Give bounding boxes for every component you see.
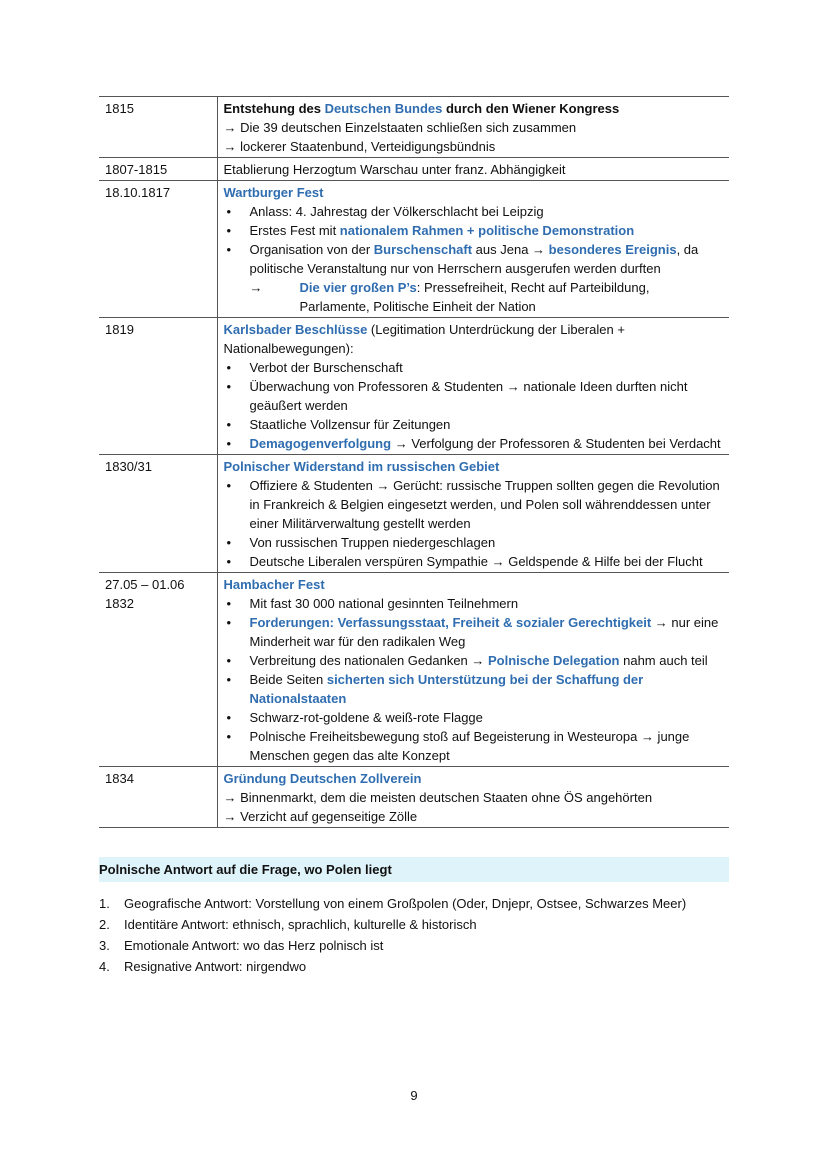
sub-point: → Die vier großen P’s: Pressefreiheit, Recht auf Parteibildung, Parlamente, Politische Einheit der Nation	[249, 280, 650, 314]
arrow-line: → Binnenmarkt, dem die meisten deutschen Staaten ohne ÖS angehörten	[223, 790, 653, 805]
list-item: • Forderungen: Verfassungsstaat, Freiheit & sozialer Gerechtigkeit → nur eine Minderheit war für den radikalen Weg	[250, 613, 724, 651]
bullet-list	[224, 476, 724, 571]
date-cell: 27.05 – 01.06 1832	[99, 573, 217, 767]
event-title: Polnischer Widerstand im russischen Gebiet	[223, 459, 500, 474]
list-item: 1. Geografische Antwort: Vorstellung von einem Großpolen (Oder, Dnjepr, Ostsee, Schwarzes Meer)	[99, 896, 687, 911]
arrow-right-icon: →	[394, 436, 408, 451]
numbered-list	[99, 894, 729, 976]
arrow-right-icon: →	[223, 139, 237, 154]
event-title: Entstehung des Deutschen Bundes durch den Wiener Kongress	[223, 101, 620, 116]
section-heading: Polnische Antwort auf die Frage, wo Polen liegt	[99, 857, 729, 882]
page-number: 9	[410, 1088, 418, 1103]
list-item: 4. Resignative Antwort: nirgendwo	[99, 959, 307, 974]
arrow-right-icon: →	[491, 554, 505, 569]
arrow-right-icon: →	[640, 729, 654, 744]
list-item: • Demagogenverfolgung → Verfolgung der Professoren & Studenten bei Verdacht	[250, 434, 724, 453]
table-row	[99, 318, 729, 455]
table-row	[99, 767, 729, 828]
arrow-right-icon: →	[506, 379, 520, 394]
table-row	[99, 158, 729, 181]
list-item: • Staatliche Vollzensur für Zeitungen	[250, 415, 724, 434]
arrow-right-icon: →	[223, 120, 237, 135]
event-cell	[217, 318, 729, 455]
event-cell	[217, 97, 729, 158]
table-row	[99, 455, 729, 573]
event-title: Gründung Deutschen Zollverein	[223, 771, 422, 786]
document-page	[99, 96, 729, 978]
arrow-right-icon: →	[532, 242, 546, 257]
event-title: Wartburger Fest	[223, 185, 324, 200]
date-cell: 1815	[99, 97, 217, 158]
event-cell	[217, 573, 729, 767]
list-item: • Verbot der Burschenschaft	[250, 358, 724, 377]
date-cell: 1834	[99, 767, 217, 828]
date-cell: 1830/31	[99, 455, 217, 573]
list-item: • Organisation von der Burschenschaft aus Jena → besonderes Ereignis, da politische Veranstaltung nur von Herrschern ausgerufen werden durften	[250, 240, 724, 278]
date-cell: 18.10.1817	[99, 181, 217, 318]
table-row	[99, 181, 729, 318]
date-cell: 1819	[99, 318, 217, 455]
list-item: • Anlass: 4. Jahrestag der Völkerschlacht bei Leipzig	[250, 202, 724, 221]
arrow-right-icon: →	[223, 809, 237, 824]
table-row	[99, 573, 729, 767]
bullet-list	[224, 358, 724, 453]
event-cell	[217, 767, 729, 828]
list-item: • Deutsche Liberalen verspüren Sympathie → Geldspende & Hilfe bei der Flucht	[250, 552, 724, 571]
arrow-right-icon: →	[471, 653, 485, 668]
arrow-right-icon: →	[654, 615, 668, 630]
table-row	[99, 97, 729, 158]
arrow-line: → Verzicht auf gegenseitige Zölle	[223, 809, 418, 824]
list-item: • Mit fast 30 000 national gesinnten Teilnehmern	[250, 594, 724, 613]
list-item: • Erstes Fest mit nationalem Rahmen + politische Demonstration	[250, 221, 724, 240]
arrow-right-icon: →	[223, 790, 237, 805]
event-title: Hambacher Fest	[223, 577, 325, 592]
bullet-list	[224, 202, 724, 278]
event-cell	[217, 181, 729, 318]
list-item: • Schwarz-rot-goldene & weiß-rote Flagge	[250, 708, 724, 727]
list-item: • Offiziere & Studenten → Gerücht: russische Truppen sollten gegen die Revolution in Frankreich & Belgien eingesetzt werden, und Polen soll währenddessen unter einer Militärverwaltung gestellt werden	[250, 476, 724, 533]
event-cell: Etablierung Herzogtum Warschau unter franz. Abhängigkeit	[223, 162, 566, 177]
list-item: • Von russischen Truppen niedergeschlagen	[250, 533, 724, 552]
list-item: • Beide Seiten sicherten sich Unterstützung bei der Schaffung der Nationalstaaten	[250, 670, 724, 708]
timeline-table	[99, 96, 729, 828]
event-title: Karlsbader Beschlüsse (Legitimation Unterdrückung der Liberalen + Nationalbewegungen):	[223, 322, 625, 356]
list-item: • Polnische Freiheitsbewegung stoß auf Begeisterung in Westeuropa → junge Menschen gegen das alte Konzept	[250, 727, 724, 765]
list-item: • Verbreitung des nationalen Gedanken → Polnische Delegation nahm auch teil	[250, 651, 724, 670]
arrow-line: → Die 39 deutschen Einzelstaaten schließen sich zusammen	[223, 120, 577, 135]
arrow-right-icon: →	[249, 280, 263, 295]
arrow-line: → lockerer Staatenbund, Verteidigungsbündnis	[223, 139, 496, 154]
event-cell	[217, 455, 729, 573]
date-cell: 1807-1815	[99, 158, 217, 181]
bullet-list	[224, 594, 724, 765]
arrow-right-icon: →	[376, 478, 390, 493]
list-item: • Überwachung von Professoren & Studenten → nationale Ideen durften nicht geäußert werden	[250, 377, 724, 415]
list-item: 3. Emotionale Antwort: wo das Herz polnisch ist	[99, 938, 384, 953]
list-item: 2. Identitäre Antwort: ethnisch, sprachlich, kulturelle & historisch	[99, 917, 477, 932]
